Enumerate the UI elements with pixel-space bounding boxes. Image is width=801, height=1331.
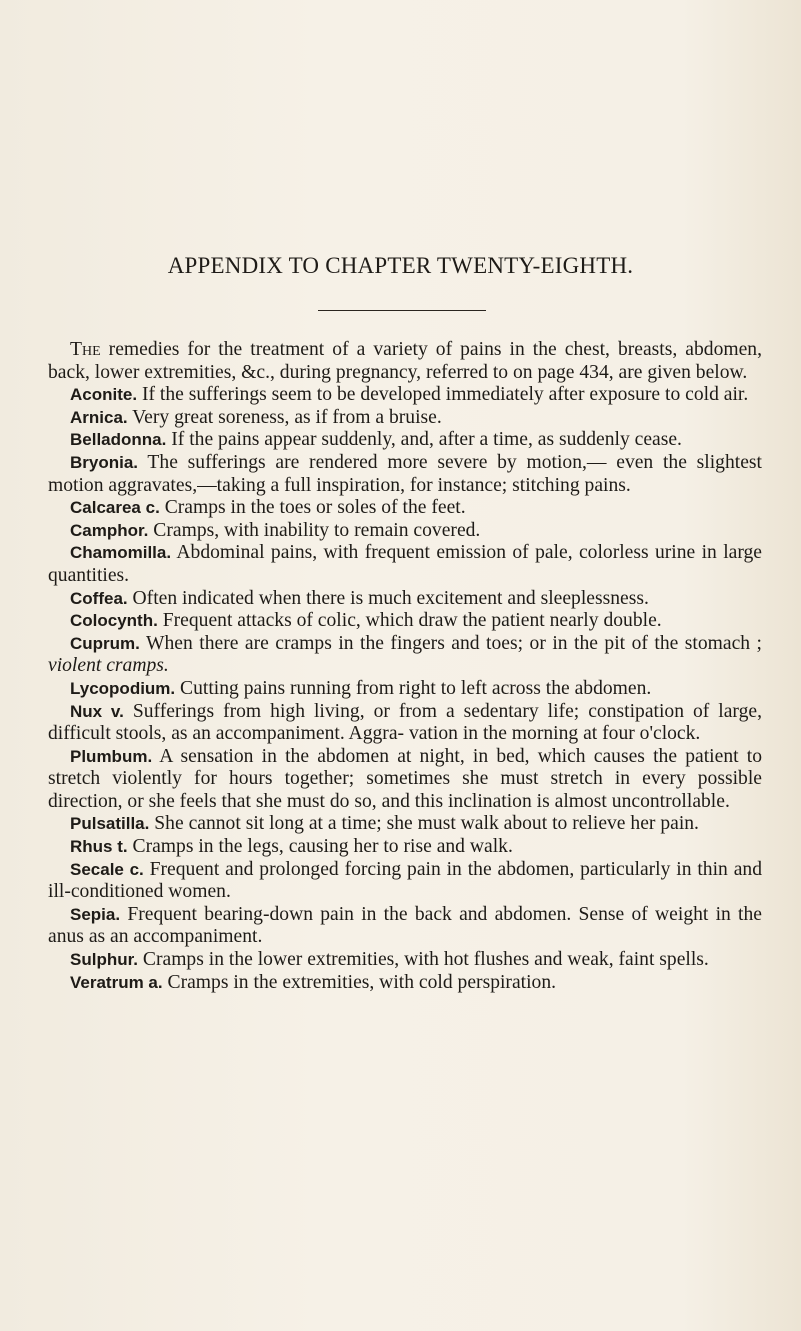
remedy-entry-sulphur xyxy=(48,949,762,972)
remedy-description: Cutting pains running from right to left across the abdomen. xyxy=(175,677,652,699)
intro-paragraph xyxy=(48,339,762,384)
remedy-description: If the pains appear suddenly, and, after a time, as suddenly cease. xyxy=(166,429,682,451)
remedy-name: Colocynth. xyxy=(70,611,158,631)
remedy-name: Lycopodium. xyxy=(70,678,176,698)
remedy-name: Sepia. xyxy=(70,904,121,924)
intro-text: remedies for the treatment of a variety of pains in the chest, breasts, abdomen, back, lower extremities, &c., during pregnancy, referred to on page 434, are given below. xyxy=(48,339,762,383)
remedy-entry-sepia xyxy=(48,904,762,949)
remedy-description: Cramps in the extremities, with cold perspiration. xyxy=(162,971,557,993)
remedy-description: She cannot sit long at a time; she must walk about to relieve her pain. xyxy=(149,813,699,835)
remedy-entry-belladonna xyxy=(48,429,762,452)
remedy-description: Cramps, with inability to remain covered. xyxy=(148,519,481,541)
remedy-description: Abdominal pains, with frequent emission of pale, colorless urine in large quantities. xyxy=(48,542,762,586)
remedy-name: Arnica. xyxy=(70,407,128,427)
remedy-name: Plumbum. xyxy=(70,746,153,766)
remedy-description: Sufferings from high living, or from a sedentary life; constipation of large, difficult stools, as an accompaniment. Aggra- vation in the morning at four o'clock. xyxy=(48,700,762,745)
intro-lead-word: The xyxy=(70,339,101,360)
remedy-description: Frequent bearing-down pain in the back and abdomen. Sense of weight in the anus as an accompaniment. xyxy=(48,903,762,948)
remedy-description: If the sufferings seem to be developed immediately after exposure to cold air. xyxy=(137,384,749,406)
remedy-description: Frequent and prolonged forcing pain in the abdomen, particularly in thin and ill-conditioned women. xyxy=(48,858,763,903)
remedy-name: Rhus t. xyxy=(70,837,128,857)
remedy-name: Sulphur. xyxy=(70,950,138,970)
remedy-entry-calcarea-c xyxy=(48,497,762,520)
chapter-heading: APPENDIX TO CHAPTER TWENTY-EIGHTH. xyxy=(167,253,634,278)
remedy-name: Calcarea c. xyxy=(70,498,160,518)
remedy-entry-secale-c xyxy=(48,859,762,904)
remedy-name: Aconite. xyxy=(70,385,138,405)
remedy-name: Belladonna. xyxy=(70,430,167,450)
remedy-name: Coffea. xyxy=(70,588,128,608)
remedy-description: Cramps in the toes or soles of the feet. xyxy=(159,497,466,519)
remedy-name: Chamomilla. xyxy=(70,543,172,563)
remedy-name: Secale c. xyxy=(70,859,144,879)
remedy-entry-veratrum-a xyxy=(48,972,762,995)
remedy-entry-lycopodium xyxy=(48,678,762,701)
remedy-description: Often indicated when there is much excitement and sleeplessness. xyxy=(127,587,649,609)
remedy-name: Bryonia. xyxy=(70,452,139,472)
body-text xyxy=(48,339,762,994)
remedy-name: Veratrum a. xyxy=(70,972,163,992)
remedy-entry-nux-v xyxy=(48,701,762,746)
remedy-description: Very great soreness, as if from a bruise. xyxy=(127,406,442,428)
remedy-entry-cuprum xyxy=(48,633,762,678)
remedy-name: Nux v. xyxy=(70,701,124,721)
remedy-name: Cuprum. xyxy=(70,633,140,653)
remedy-emphasis: violent cramps. xyxy=(48,655,169,677)
remedy-entry-arnica xyxy=(48,407,762,430)
remedy-description: When there are cramps in the fingers and toes; or in the pit of the stomach ; xyxy=(139,632,762,654)
remedy-entry-rhus-t xyxy=(48,836,762,859)
remedy-entry-aconite xyxy=(48,384,762,407)
remedy-entry-colocynth xyxy=(48,610,762,633)
heading-divider xyxy=(318,310,486,311)
remedy-description: Cramps in the lower extremities, with hot flushes and weak, faint spells. xyxy=(138,949,709,971)
remedy-entry-coffea xyxy=(48,588,762,611)
remedy-entry-plumbum xyxy=(48,746,762,814)
remedy-description: The sufferings are rendered more severe by motion,— even the slightest motion aggravates,—taking a full inspiration, for instance; stitching pains. xyxy=(48,451,762,496)
remedy-name: Camphor. xyxy=(70,520,149,540)
remedy-entry-chamomilla xyxy=(48,542,762,587)
remedy-entry-pulsatilla xyxy=(48,813,762,836)
remedy-name: Pulsatilla. xyxy=(70,814,150,834)
remedy-description: Frequent attacks of colic, which draw the patient nearly double. xyxy=(157,610,662,632)
remedy-description: A sensation in the abdomen at night, in bed, which causes the patient to stretch violently for hours together; sometimes she must stretch in every possible direction, or she feels that she must do so, and this inclination is almost uncontrollable. xyxy=(48,745,762,812)
remedy-entry-bryonia xyxy=(48,452,762,497)
remedy-description: Cramps in the legs, causing her to rise and walk. xyxy=(127,836,513,858)
remedy-entry-camphor xyxy=(48,520,762,543)
